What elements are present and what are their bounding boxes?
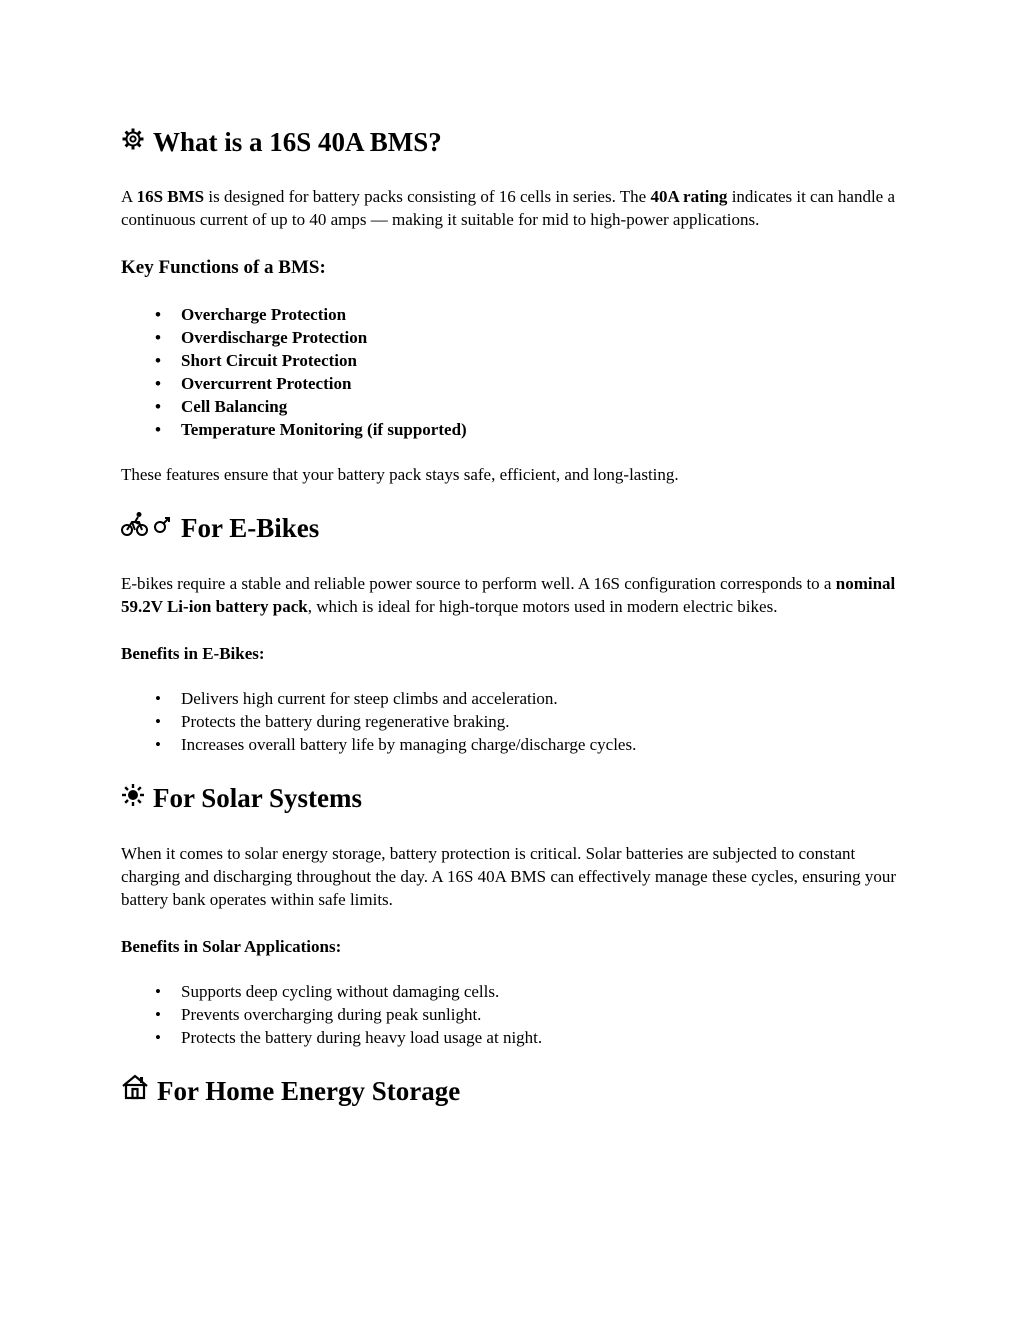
ebikes-intro-bold: nominal 59.2V Li-ion battery pack [121, 574, 896, 616]
list-item: • Overdischarge Protection [181, 326, 911, 349]
list-item: • Overcharge Protection [181, 303, 911, 326]
bms-heading [121, 124, 911, 160]
gear-icon [121, 124, 145, 160]
ebikes-intro-part2: , which is ideal for high-torque motors used in modern electric bikes. [307, 597, 778, 616]
document-content [121, 124, 911, 1109]
bms-intro-bold1: 16S BMS [136, 187, 205, 206]
list-item: • Delivers high current for steep climbs and acceleration. [181, 687, 911, 710]
list-item: • Protects the battery during regenerative braking. [181, 710, 911, 733]
list-item: • Protects the battery during heavy load usage at night. [181, 1026, 911, 1049]
bms-intro-part3: indicates it can handle a continuous current of up to 40 amps — making it suitable for mid to high-power applications. [121, 187, 896, 229]
list-item: • Cell Balancing [181, 395, 911, 418]
solar-benefits-title: Benefits in Solar Applications: [121, 937, 342, 956]
ebikes-intro [121, 572, 911, 618]
list-item: • Increases overall battery life by managing charge/discharge cycles. [181, 733, 911, 756]
bms-intro-part2: is designed for battery packs consisting of 16 cells in series. The [204, 187, 651, 206]
list-item: • Short Circuit Protection [181, 349, 911, 372]
bms-intro [121, 185, 911, 231]
bms-intro-bold2: 40A rating [650, 187, 728, 206]
ebikes-heading [121, 510, 911, 546]
bicyclist-icon [121, 510, 173, 546]
list-item: • Prevents overcharging during peak sunlight. [181, 1003, 911, 1026]
list-item: • Temperature Monitoring (if supported) [181, 418, 911, 441]
solar-intro: When it comes to solar energy storage, battery protection is critical. Solar batteries are subjected to constant charging and discharging throughout the day. A 16S 40A BMS can effectively manage these cycles, ensuring your battery bank operates within safe limits. [121, 844, 897, 909]
house-icon [121, 1073, 149, 1109]
sun-icon [121, 780, 145, 816]
ebikes-benefits-title: Benefits in E-Bikes: [121, 644, 265, 663]
ebikes-benefits-list [121, 687, 911, 756]
home-heading [121, 1073, 911, 1109]
solar-heading-text: For Solar Systems [153, 783, 362, 813]
solar-heading [121, 780, 911, 816]
bms-heading-text: What is a 16S 40A BMS? [153, 127, 442, 157]
key-functions-list [121, 303, 911, 441]
ebikes-intro-part1: E-bikes require a stable and reliable power source to perform well. A 16S configuration corresponds to a [121, 574, 836, 593]
list-item: • Supports deep cycling without damaging cells. [181, 980, 911, 1003]
ebikes-heading-text: For E-Bikes [181, 513, 320, 543]
home-heading-text: For Home Energy Storage [157, 1076, 461, 1106]
solar-benefits-list [121, 980, 911, 1049]
bms-intro-part1: A [121, 187, 137, 206]
key-functions-title: Key Functions of a BMS: [121, 257, 326, 278]
bms-summary: These features ensure that your battery pack stays safe, efficient, and long-lasting. [121, 465, 679, 484]
list-item: • Overcurrent Protection [181, 372, 911, 395]
